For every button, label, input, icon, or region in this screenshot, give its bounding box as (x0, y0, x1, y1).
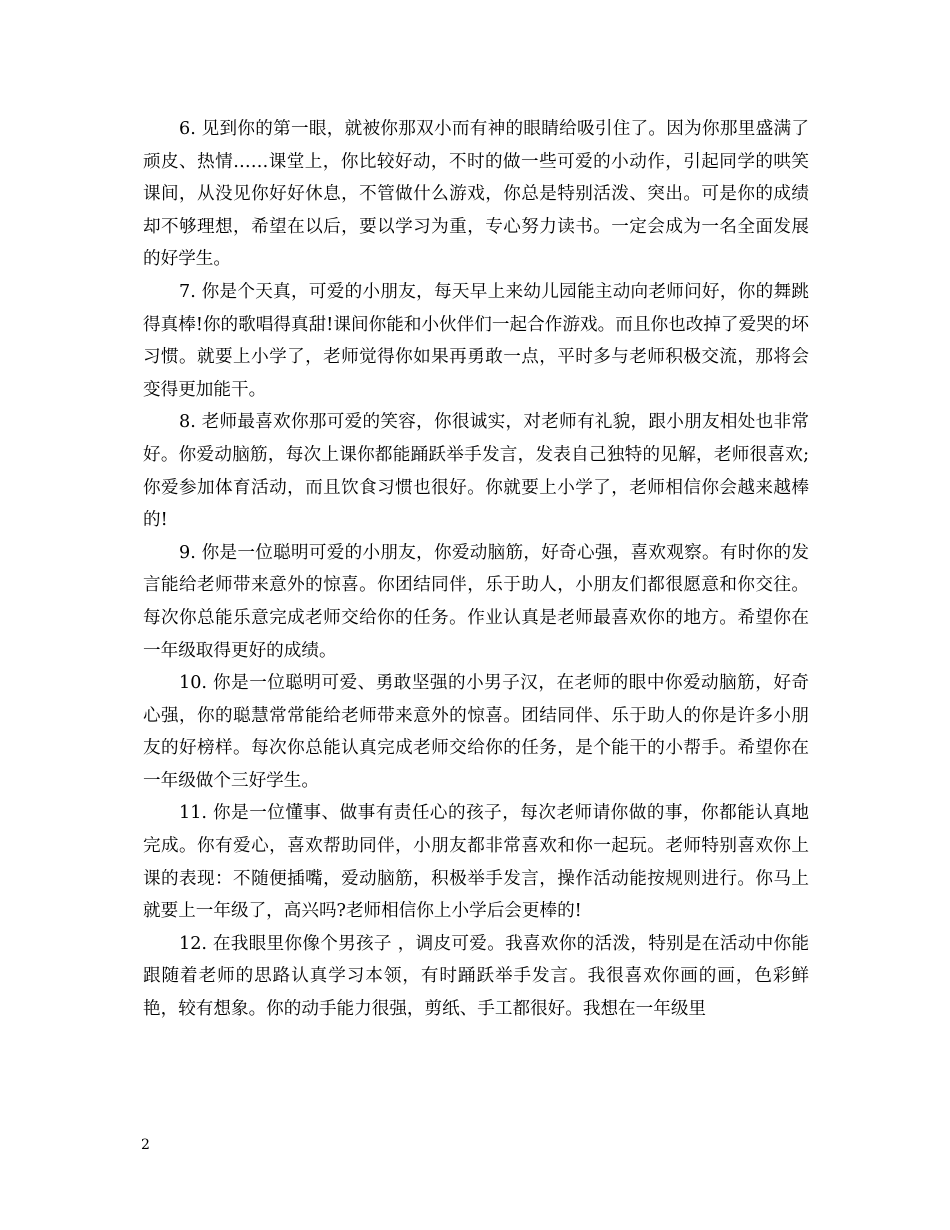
comment-paragraph-12: 12. 在我眼里你像个男孩子 ，调皮可爱。我喜欢你的活泼，特别是在活动中你能跟随着老师的思路认真学习本领，有时踊跃举手发言。我很喜欢你画的画，色彩鲜艳，较有想象。你的动手能力很强，剪纸、手工都很好。我想在一年级里 (143, 933, 809, 1020)
comment-paragraph-10: 10. 你是一位聪明可爱、勇敢坚强的小男子汉，在老师的眼中你爱动脑筋，好奇心强，你的聪慧常常能给老师带来意外的惊喜。团结同伴、乐于助人的你是许多小朋友的好榜样。每次你总能认真完成老师交给你的任务，是个能干的小帮手。希望你在一年级做个三好学生。 (143, 673, 809, 791)
comment-paragraph-9: 9. 你是一位聪明可爱的小朋友，你爱动脑筋，好奇心强，喜欢观察。有时你的发言能给老师带来意外的惊喜。你团结同伴，乐于助人，小朋友们都很愿意和你交往。每次你总能乐意完成老师交给你的任务。作业认真是老师最喜欢你的地方。希望你在一年级取得更好的成绩。 (143, 542, 809, 661)
comment-paragraph-6: 6. 见到你的第一眼，就被你那双小而有神的眼睛给吸引住了。因为你那里盛满了顽皮、热情……课堂上，你比较好动，不时的做一些可爱的小动作，引起同学的哄笑课间，从没见你好好休息，不管做什么游戏，你总是特别活泼、突出。可是你的成绩却不够理想，希望在以后，要以学习为重，专心努力读书。一定会成为一名全面发展的好学生。 (143, 119, 809, 270)
comment-paragraph-7: 7. 你是个天真，可爱的小朋友，每天早上来幼儿园能主动向老师问好，你的舞跳得真棒!你的歌唱得真甜!课间你能和小伙伴们一起合作游戏。而且你也改掉了爱哭的坏习惯。就要上小学了，老师觉得你如果再勇敢一点，平时多与老师积极交流，那将会变得更加能干。 (143, 281, 809, 400)
page-number: 2 (141, 1137, 150, 1153)
main-text (143, 113, 809, 1026)
comment-paragraph-8: 8. 老师最喜欢你那可爱的笑容，你很诚实，对老师有礼貌，跟小朋友相处也非常好。你爱动脑筋，每次上课你都能踊跃举手发言，发表自己独特的见解，老师很喜欢;你爱参加体育活动，而且饮食习惯也很好。你就要上小学了，老师相信你会越来越棒的! (143, 412, 809, 531)
comment-paragraph-11: 11. 你是一位懂事、做事有责任心的孩子，每次老师请你做的事，你都能认真地完成。你有爱心，喜欢帮助同伴，小朋友都非常喜欢和你一起玩。老师特别喜欢你上课的表现：不随便插嘴，爱动脑筋，积极举手发言，操作活动能按规则进行。你马上就要上一年级了，高兴吗?老师相信你上小学后会更棒的! (143, 803, 809, 922)
